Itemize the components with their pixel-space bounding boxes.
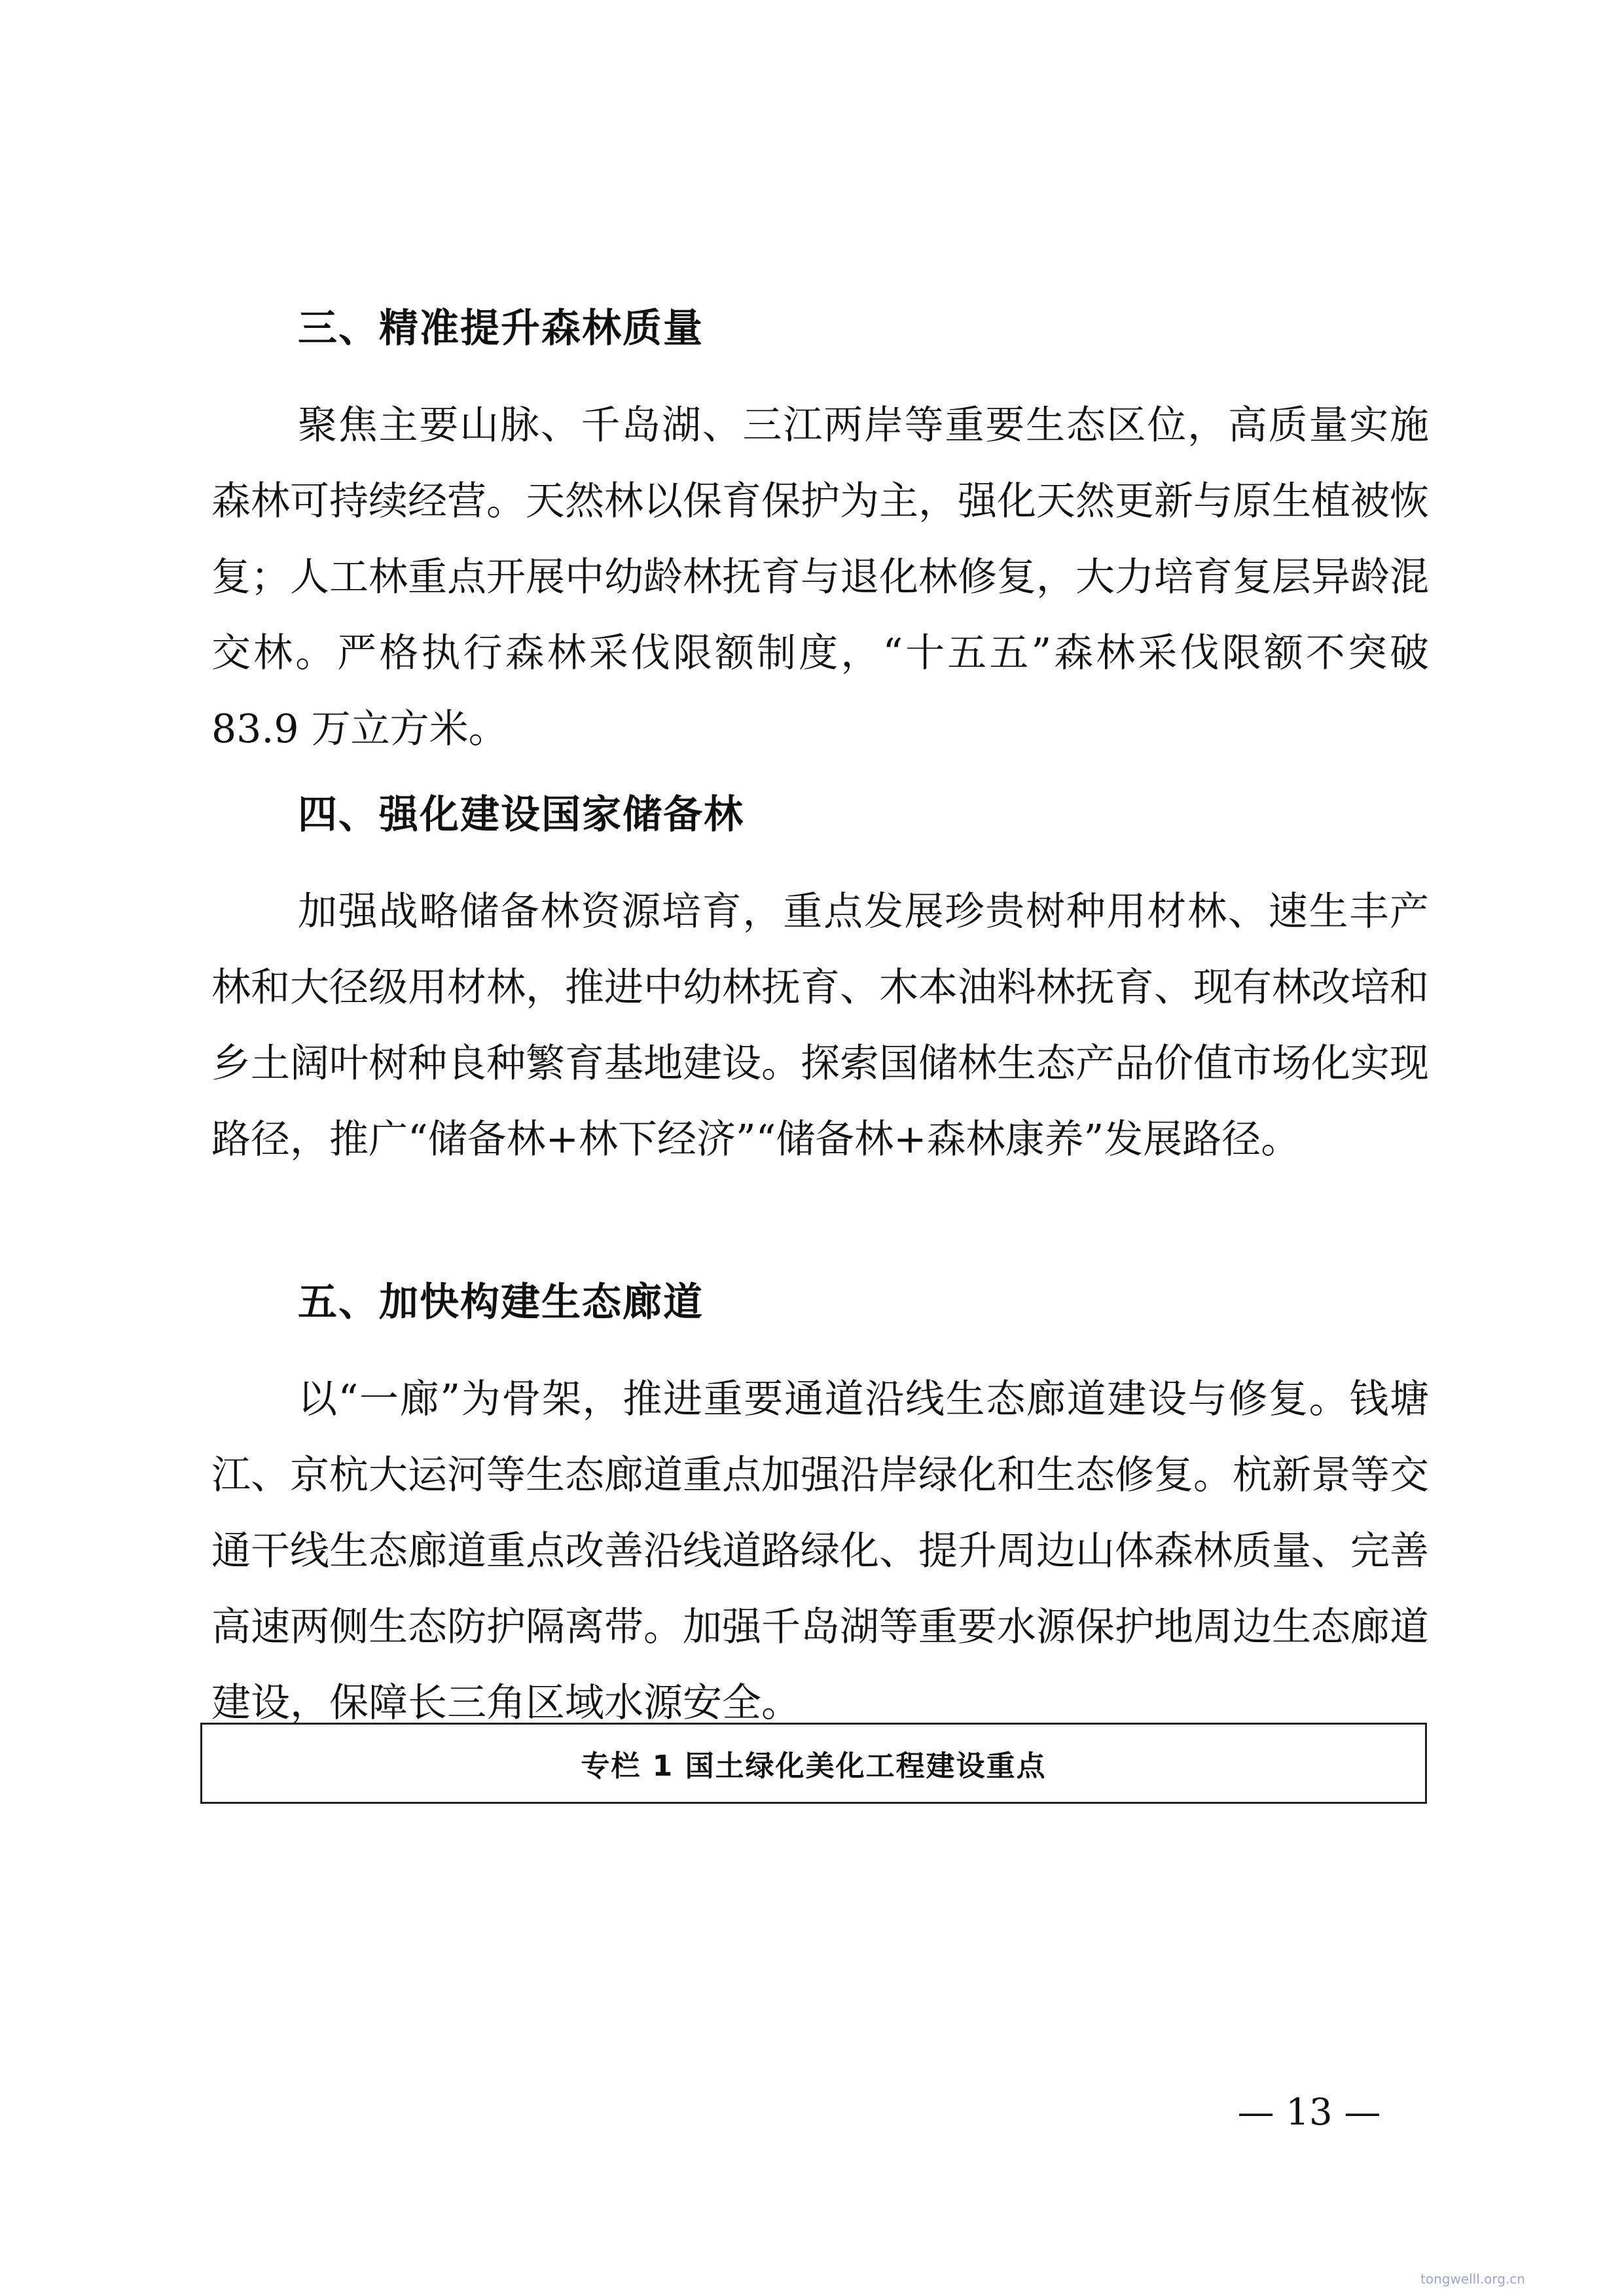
- section-heading-4: 四、强化建设国家储备林: [298, 792, 744, 838]
- section-heading-5: 五、加快构建生态廊道: [298, 1280, 704, 1325]
- column-box-title: 专栏 1 国土绿化美化工程建设重点: [581, 1749, 1047, 1783]
- section-body-3: 聚焦主要山脉、千岛湖、三江两岸等重要生态区位，高质量实施森林可持续经营。天然林以保育保护为主，强化天然更新与原生植被恢复；人工林重点开展中幼龄林抚育与退化林修复，大力培育复层异龄混交林。严格执行森林采伐限额制度，“十五五”森林采伐限额不突破 83.9 万立方米。: [211, 403, 1429, 752]
- section-body-4: 加强战略储备林资源培育，重点发展珍贵树种用材林、速生丰产林和大径级用材林，推进中幼林抚育、木本油料林抚育、现有林改培和乡土阔叶树种良种繁育基地建设。探索国储林生态产品价值市场化实现路径，推广“储备林+林下经济”“储备林+森林康养”发展路径。: [211, 889, 1429, 1162]
- section-heading-3: 三、精准提升森林质量: [298, 306, 704, 351]
- page-number: — 13 —: [1237, 2091, 1381, 2134]
- column-box: [200, 1723, 1427, 1804]
- site-watermark: tongwelll.org.cn: [1420, 2271, 1525, 2287]
- section-body-5: 以“一廊”为骨架，推进重要通道沿线生态廊道建设与修复。钱塘江、京杭大运河等生态廊道重点加强沿岸绿化和生态修复。杭新景等交通干线生态廊道重点改善沿线道路绿化、提升周边山体森林质量、完善高速两侧生态防护隔离带。加强千岛湖等重要水源保护地周边生态廊道建设，保障长三角区域水源安全。: [211, 1376, 1429, 1726]
